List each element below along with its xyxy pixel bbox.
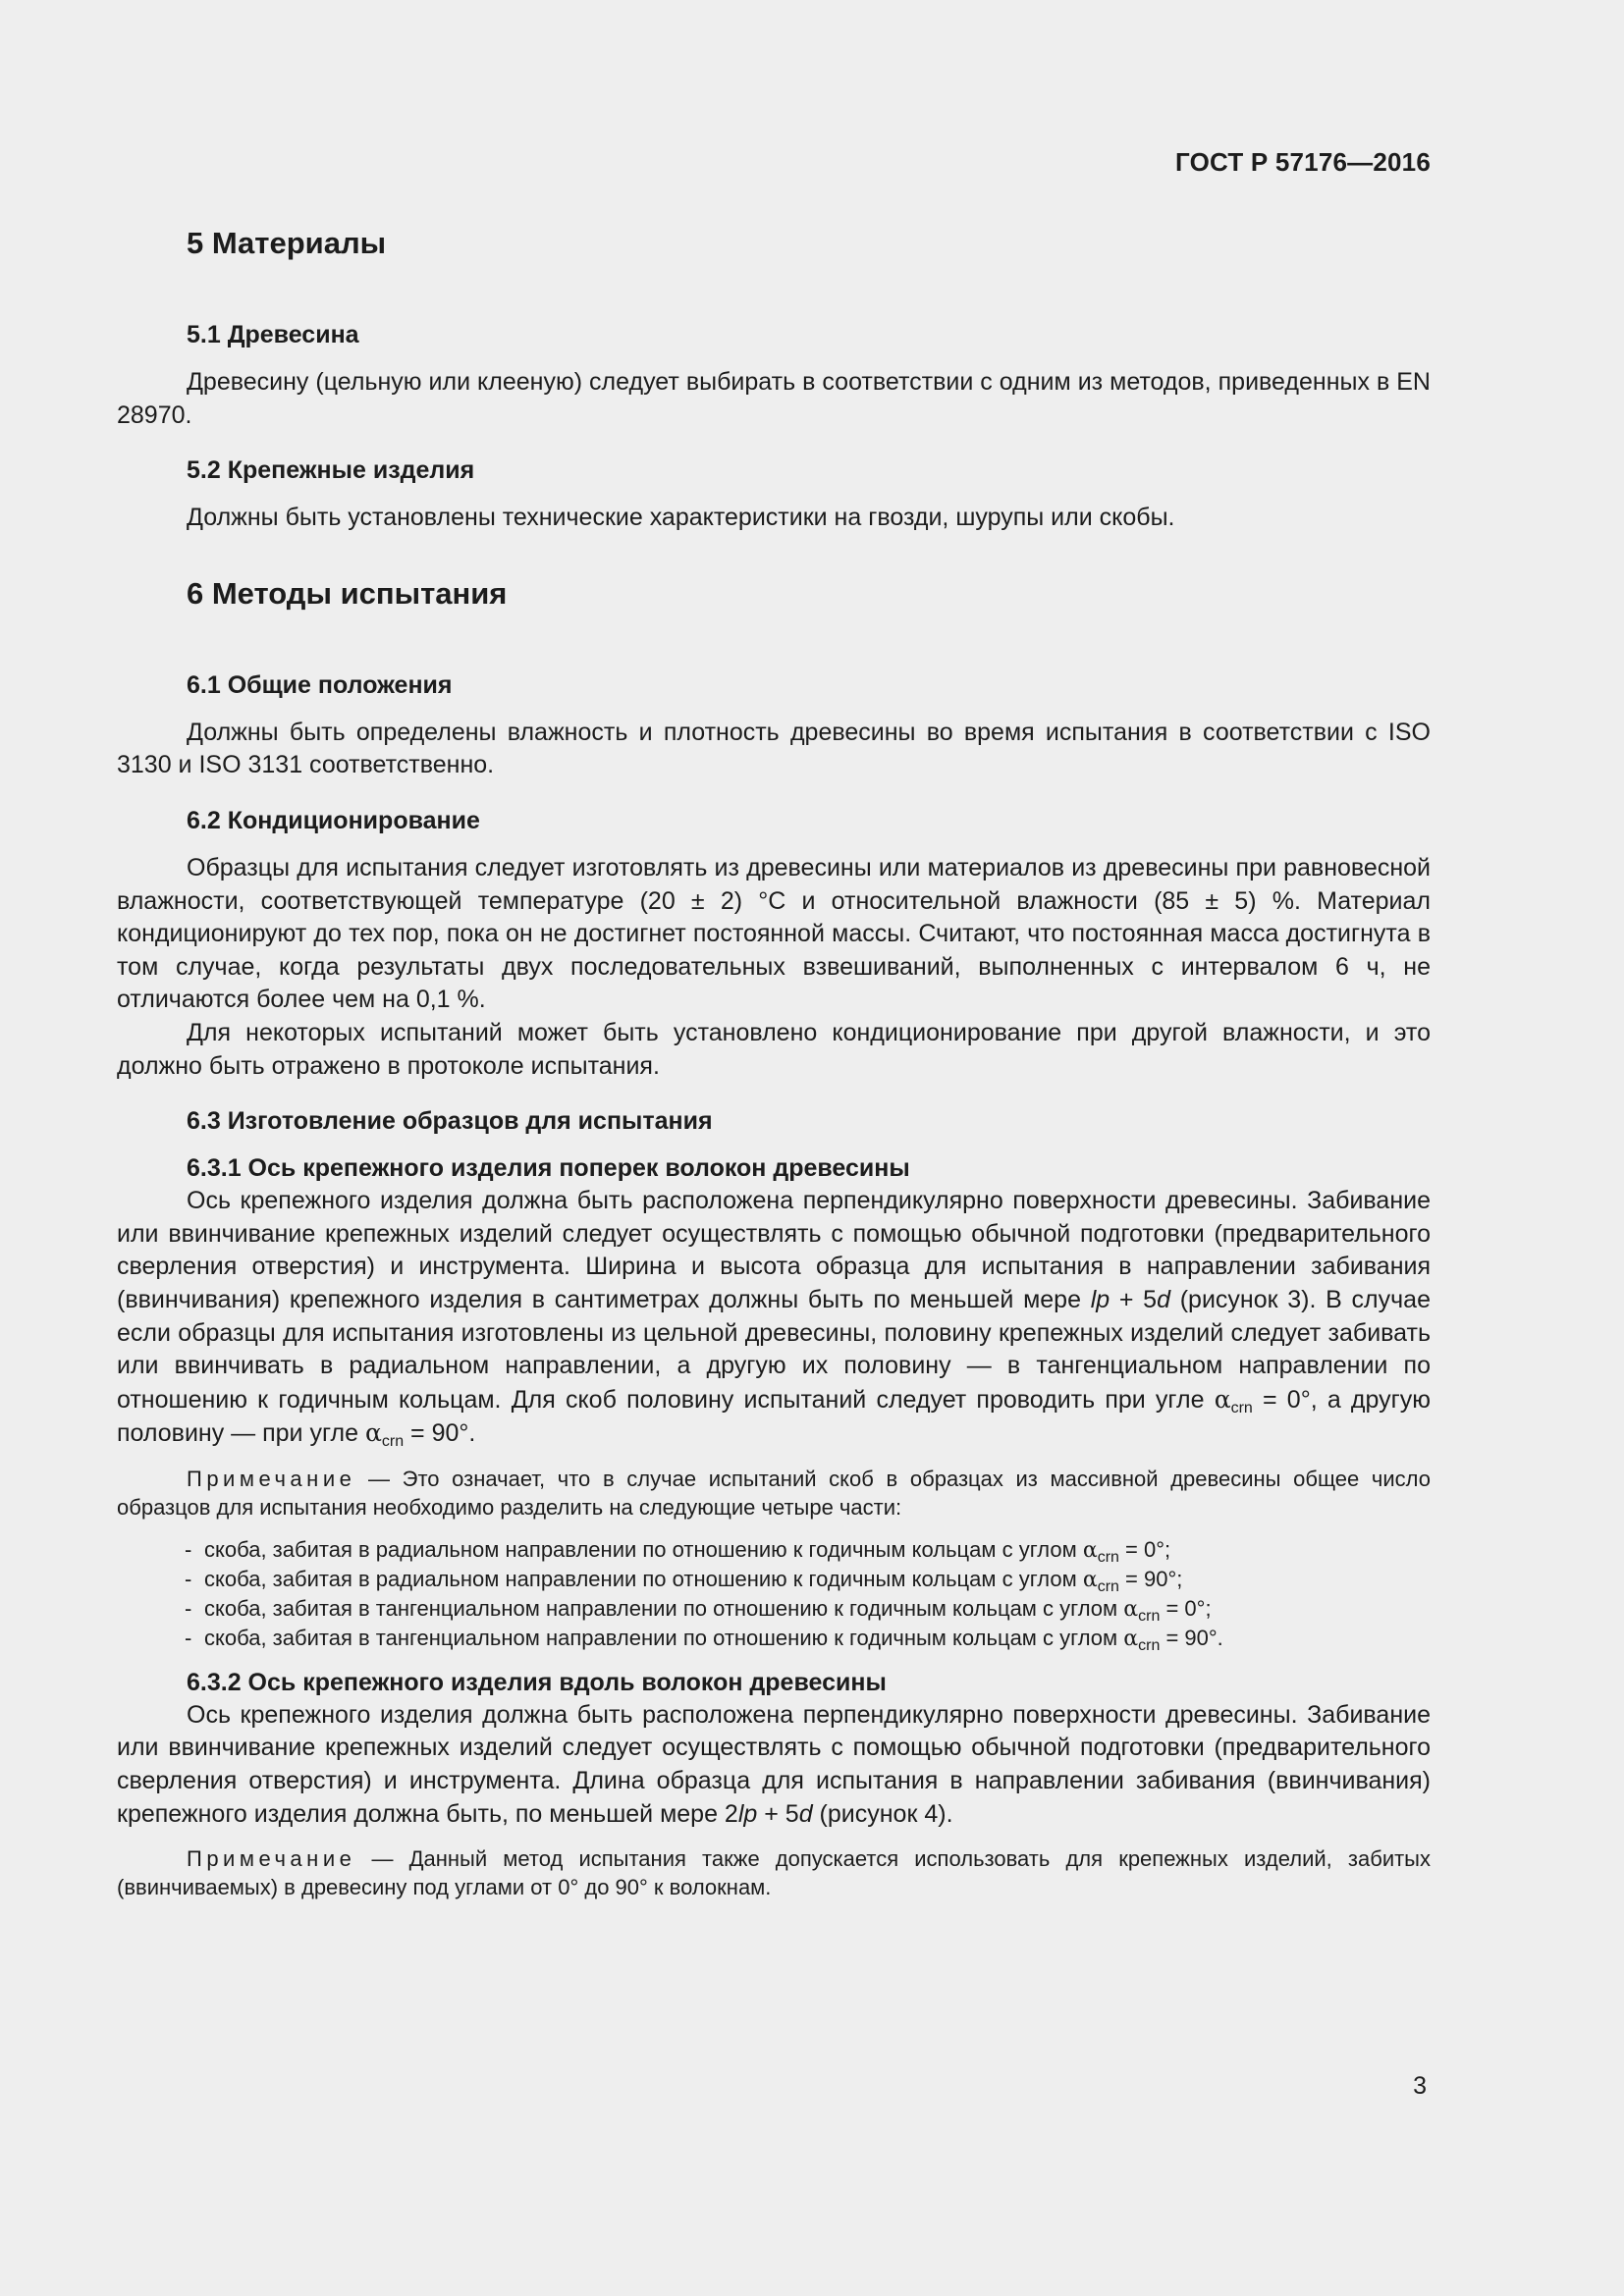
page-content bbox=[117, 224, 1431, 1901]
alpha-symbol: α bbox=[364, 1418, 382, 1448]
section-6-title: 6 Методы испытания bbox=[187, 575, 508, 611]
section-6-3-2-title: 6.3.2 Ось крепежного изделия вдоль волокон древесины bbox=[187, 1668, 887, 1696]
section-6-1-title: 6.1 Общие положения bbox=[187, 670, 453, 699]
section-6-3-1-note: Примечание — Это означает, что в случае испытаний скоб в образцах из массивной древесины общее число образцов для испытания необходимо разделить на следующие четыре части: bbox=[117, 1466, 1431, 1520]
section-6-2-title: 6.2 Кондиционирование bbox=[187, 806, 480, 834]
section-6-3-1-paragraph: Ось крепежного изделия должна быть расположена перпендикулярно поверхности древесины. Забивание или ввинчивание крепежных изделий следует осуществлять с помощью обычной подготовки (предварительного сверления отверстия) и инструмента. Ширина и высота образца для испытания в направлении забивания (ввинчивания) крепежного изделия в сантиметрах должны быть по меньшей мере lp + 5d (рисунок 3). В случае если образцы для испытания изготовлены из цельной древесины, половину крепежных изделий следует забивать или ввинчивать в радиальном направлении, а другую их половину — в тангенциальном направлении по отношению к годичным кольцам. Для скоб половину испытаний следует проводить при угле $\alpha_{crn} = 0^\circ$, а другую половину — при угле $\alpha_{crn} = 90^\circ$. bbox=[117, 1187, 1432, 1451]
section-6-3-title: 6.3 Изготовление образцов для испытания bbox=[187, 1107, 713, 1136]
list-item: - скоба, забитая в радиальном направлении по отношению к годичным кольцам с углом $\alpha_{crn} = 90^\circ$; bbox=[185, 1565, 1431, 1594]
alpha-symbol: α bbox=[1214, 1384, 1231, 1414]
section-6-2-paragraph-1: Образцы для испытания следует изготовлять из древесины или материалов из древесины при равновесной влажности, соответствующей температуре (20 ± 2) °С и относительной влажности (85 ± 5) %. Материал кондиционируют до тех пор, пока он не достигнет постоянной массы. Считают, что постоянная масса достигнута в том случае, когда результаты двух последовательных взвешиваний, выполненных с интервалом 6 ч, не отличаются более чем на 0,1 %. bbox=[117, 853, 1431, 1014]
section-5-1-text: Древесину (цельную или клееную) следует выбирать в соответствии с одним из методов, приведенных в EN 28970. bbox=[117, 368, 1431, 429]
list-item: - скоба, забитая в тангенциальном направлении по отношению к годичным кольцам с углом $\alpha_{crn} = 90^\circ$. bbox=[185, 1624, 1431, 1653]
section-6-2-paragraph-2: Для некоторых испытаний может быть установлено кондиционирование при другой влажности, и это должно быть отражено в протоколе испытания. bbox=[117, 1018, 1431, 1080]
section-5-1-title: 5.1 Древесина bbox=[187, 321, 359, 348]
section-6-3-2-paragraph: Ось крепежного изделия должна быть расположена перпендикулярно поверхности древесины. Забивание или ввинчивание крепежных изделий следует осуществлять с помощью обычной подготовки (предварительного сверления отверстия) и инструмента. Длина образца для испытания в направлении забивания (ввинчивания) крепежного изделия должна быть, по меньшей мере 2lp + 5d (рисунок 4). bbox=[117, 1700, 1431, 1828]
section-5-2-title: 5.2 Крепежные изделия bbox=[187, 456, 475, 485]
list-item: - скоба, забитая в радиальном направлении по отношению к годичным кольцам с углом $\alpha_{crn} = 0^\circ$; bbox=[185, 1535, 1431, 1565]
section-6-3-1-title: 6.3.1 Ось крепежного изделия поперек волокон древесины bbox=[187, 1154, 910, 1183]
list-item: - скоба, забитая в тангенциальном направлении по отношению к годичным кольцам с углом $\alpha_{crn} = 0^\circ$; bbox=[185, 1594, 1431, 1624]
section-6-1-text: Должны быть определены влажность и плотность древесины во время испытания в соответствии с ISO 3130 и ISO 3131 соответственно. bbox=[117, 718, 1431, 779]
document-code: ГОСТ Р 57176—2016 bbox=[1175, 147, 1431, 177]
staple-orientation-list bbox=[117, 1535, 1431, 1653]
section-5-title: 5 Материалы bbox=[187, 226, 387, 260]
section-6-3-2-note: Примечание — Данный метод испытания также допускается использовать для крепежных изделий, забитых (ввинчиваемых) в древесину под углами от 0° до 90° к волокнам. bbox=[117, 1846, 1431, 1900]
page-number: 3 bbox=[1413, 2072, 1427, 2100]
section-5-2-text: Должны быть установлены технические характеристики на гвозди, шурупы или скобы. bbox=[187, 504, 1175, 532]
